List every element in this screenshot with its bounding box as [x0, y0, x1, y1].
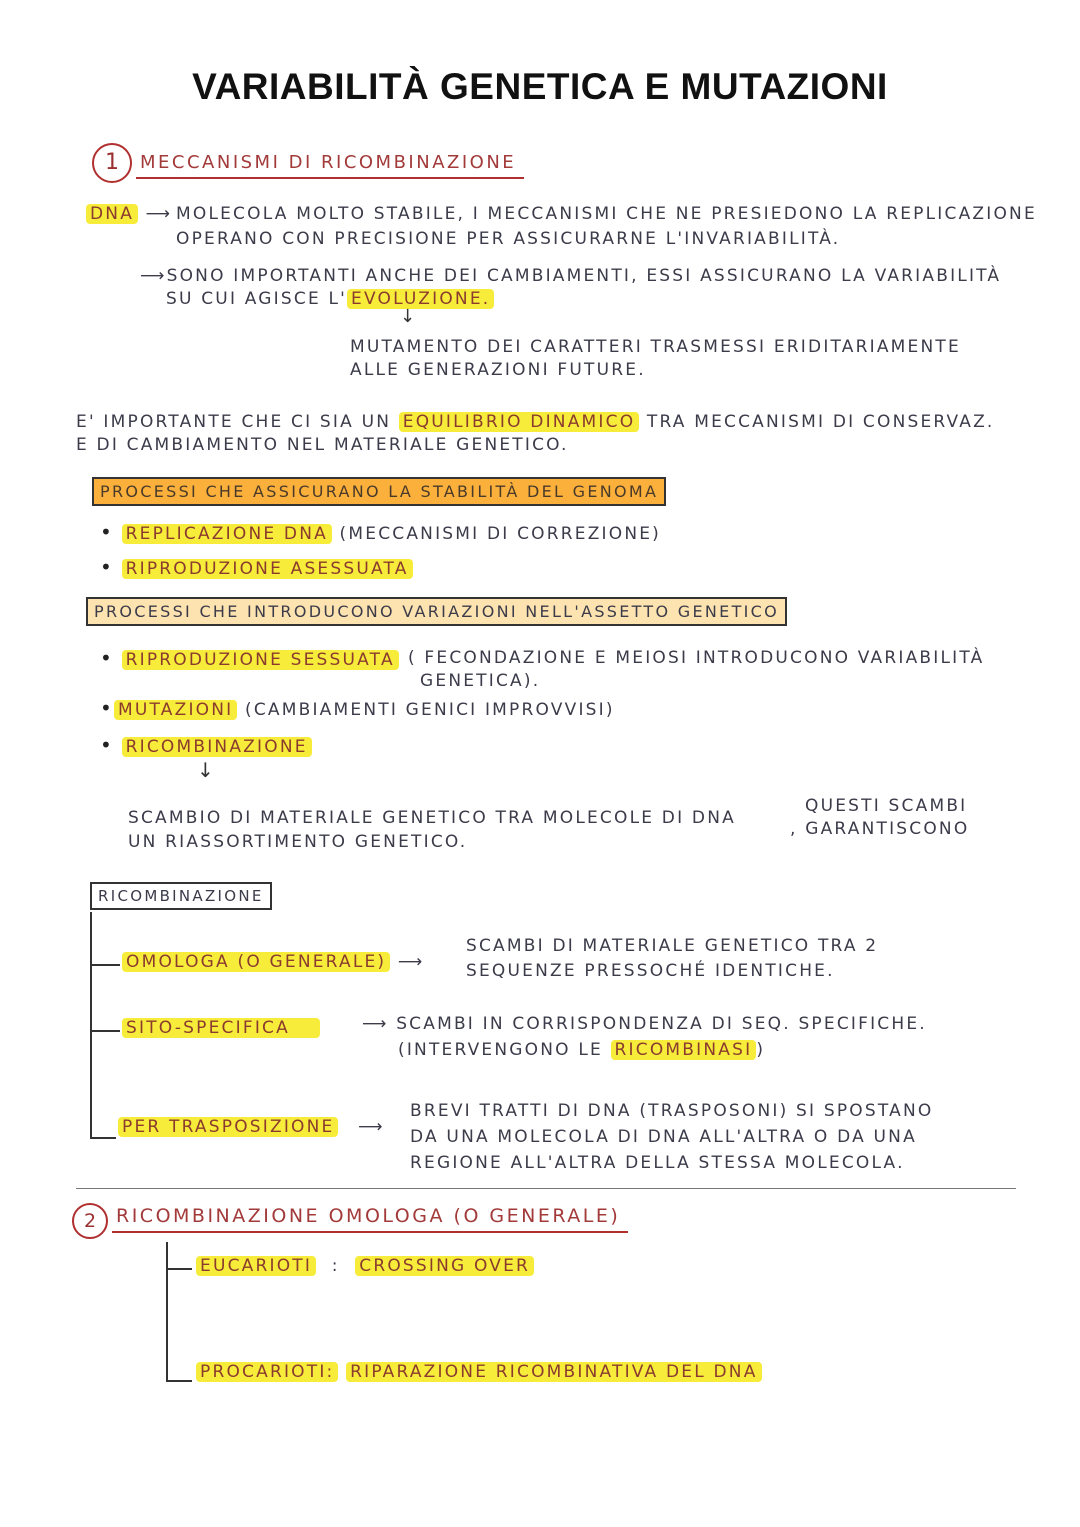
- ricombinazione-box: RICOMBINAZIONE: [90, 882, 272, 910]
- tree2-branch-1: [166, 1268, 192, 1270]
- cambi-line-1: ⟶SONO IMPORTANTI ANCHE DEI CAMBIAMENTI, ESSI ASSICURANO LA VARIABILITÀ: [140, 266, 1002, 286]
- arrow-right-icon: ⟶: [145, 204, 173, 224]
- arrow-right-icon: ⟶: [140, 266, 167, 286]
- dna-block: [86, 204, 172, 224]
- stab-item-2: • RIPRODUZIONE ASESSUATA: [100, 555, 413, 579]
- ricombinasi-highlight: RICOMBINASI: [611, 1040, 757, 1060]
- scambio-line-1: SCAMBIO DI MATERIALE GENETICO TRA MOLECOLE DI DNA: [128, 808, 736, 828]
- arrow-right-icon: ⟶: [358, 1117, 385, 1137]
- dna-label: DNA: [86, 204, 138, 224]
- box-variazioni: PROCESSI CHE INTRODUCONO VARIAZIONI NELL'ASSETTO GENETICO: [86, 597, 787, 626]
- evoluzione-highlight: EVOLUZIONE.: [347, 289, 494, 309]
- section-2-heading: RICOMBINAZIONE OMOLOGA (O GENERALE): [112, 1205, 628, 1233]
- scambio-right-2: , GARANTISCONO: [790, 819, 970, 839]
- mutamento-line-1: MUTAMENTO DEI CARATTERI TRASMESSI ERIDITARIAMENTE: [350, 337, 961, 357]
- eucarioti-row: EUCARIOTI : CROSSING OVER: [196, 1256, 534, 1276]
- trasp-desc-3: REGIONE ALL'ALTRA DELLA STESSA MOLECOLA.: [410, 1153, 905, 1173]
- arrow-down-icon: ↓: [400, 306, 416, 327]
- var-item-1: • RIPRODUZIONE SESSUATA: [100, 646, 399, 670]
- equilibrio-line-1: E' IMPORTANTE CHE CI SIA UN EQUILIBRIO DINAMICO TRA MECCANISMI DI CONSERVAZ.: [76, 412, 995, 432]
- equilibrio-highlight: EQUILIBRIO DINAMICO: [399, 412, 640, 432]
- var-item-1-note-1: ( FECONDAZIONE E MEIOSI INTRODUCONO VARIABILITÀ: [408, 648, 985, 668]
- dna-line-2: OPERANO CON PRECISIONE PER ASSICURARNE L'INVARIABILITÀ.: [176, 229, 841, 249]
- sito-label: SITO-SPECIFICA: [122, 1018, 320, 1038]
- scambio-line-2: UN RIASSORTIMENTO GENETICO.: [128, 832, 468, 852]
- sito-desc-2: (INTERVENGONO LE RICOMBINASI ): [398, 1040, 766, 1060]
- omologa-label: OMOLOGA (O GENERALE) ⟶: [122, 952, 424, 972]
- arrow-right-icon: ⟶: [397, 952, 425, 972]
- dna-line-1: MOLECOLA MOLTO STABILE, I MECCANISMI CHE NE PRESIEDONO LA REPLICAZIONE: [176, 204, 1037, 224]
- omologa-desc-2: SEQUENZE PRESSOCHÉ IDENTICHE.: [466, 961, 835, 981]
- tree2-trunk: [166, 1242, 168, 1382]
- box-stabilita: PROCESSI CHE ASSICURANO LA STABILITÀ DEL GENOMA: [92, 477, 666, 506]
- arrow-down-icon: ↓: [197, 758, 214, 782]
- mutamento-line-2: ALLE GENERAZIONI FUTURE.: [350, 360, 646, 380]
- var-item-1-note-2: GENETICA).: [420, 671, 541, 691]
- trasp-desc-2: DA UNA MOLECOLA DI DNA ALL'ALTRA O DA UNA: [410, 1127, 917, 1147]
- cambi-line-2: SU CUI AGISCE L' EVOLUZIONE.: [166, 289, 494, 309]
- tree-trunk: [90, 912, 92, 1138]
- stab-item-1: • REPLICAZIONE DNA (MECCANISMI DI CORREZIONE): [100, 520, 662, 544]
- section-divider: [76, 1188, 1016, 1189]
- omologa-desc-1: SCAMBI DI MATERIALE GENETICO TRA 2: [466, 936, 879, 956]
- sito-desc-1: ⟶ SCAMBI IN CORRISPONDENZA DI SEQ. SPECIFICHE.: [362, 1014, 927, 1034]
- procarioti-row: PROCARIOTI: RIPARAZIONE RICOMBINATIVA DEL DNA: [196, 1362, 762, 1382]
- section-1-number: 1: [92, 143, 132, 183]
- trasp-label: PER TRASPOSIZIONE ⟶: [118, 1117, 385, 1137]
- tree-branch-3: [90, 1137, 116, 1139]
- trasp-desc-1: BREVI TRATTI DI DNA (TRASPOSONI) SI SPOSTANO: [410, 1101, 934, 1121]
- tree-branch-1: [90, 964, 120, 966]
- section-1-heading: MECCANISMI DI RICOMBINAZIONE: [136, 152, 524, 179]
- tree2-branch-2: [166, 1380, 192, 1382]
- var-item-2: • MUTAZIONI (CAMBIAMENTI GENICI IMPROVVISI): [100, 696, 615, 720]
- scambio-right-1: QUESTI SCAMBI: [805, 796, 968, 816]
- equilibrio-line-2: E DI CAMBIAMENTO NEL MATERIALE GENETICO.: [76, 435, 569, 455]
- arrow-right-icon: ⟶: [362, 1014, 389, 1034]
- page-title: VARIABILITÀ GENETICA E MUTAZIONI: [192, 66, 888, 107]
- section-2-number: 2: [72, 1203, 108, 1239]
- var-item-3: • RICOMBINAZIONE: [100, 733, 312, 757]
- tree-branch-2: [90, 1030, 120, 1032]
